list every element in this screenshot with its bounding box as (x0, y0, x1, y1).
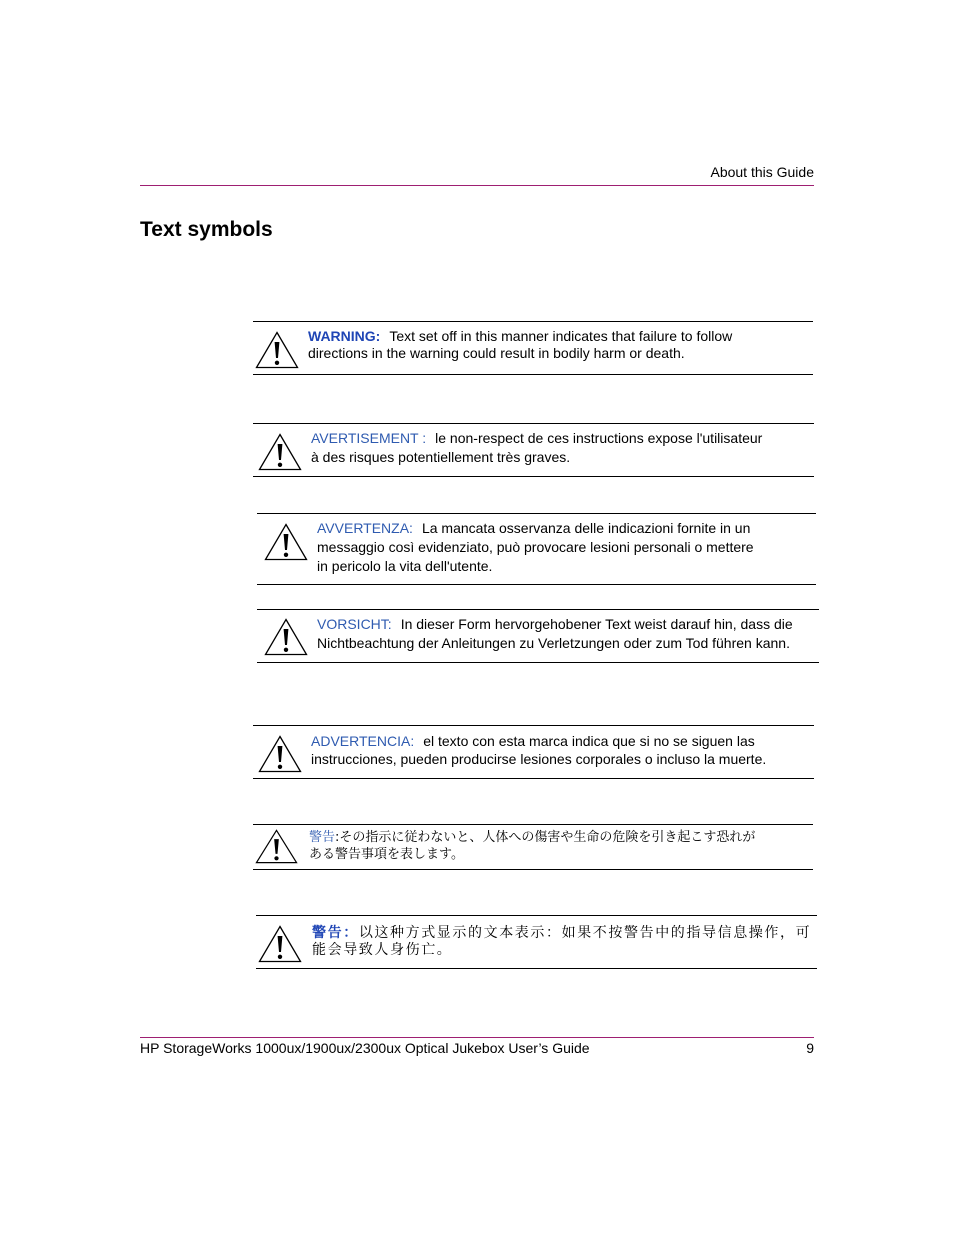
warning-text (311, 732, 766, 768)
warning-line: messaggio così evidenziato, può provocare lesioni personali o mettere (317, 539, 754, 555)
warning-label: AVERTISEMENT : (311, 430, 427, 446)
footer-document-title: HP StorageWorks 1000ux/1900ux/2300ux Optical Jukebox User’s Guide (140, 1040, 590, 1056)
warning-box-german (257, 609, 819, 663)
warning-text (317, 519, 754, 576)
warning-line: Nichtbeachtung der Anleitungen zu Verletzungen oder zum Tod führen kann. (317, 635, 790, 651)
warning-label: AVVERTENZA: (317, 520, 413, 536)
warning-triangle-icon (255, 331, 299, 369)
warning-box-italian (257, 513, 816, 585)
warning-line: 以这种方式显示的文本表示：如果不按警告中的指导信息操作，可 (358, 925, 812, 941)
warning-box-spanish (253, 725, 814, 779)
warning-line: instrucciones, pueden producirse lesiones corporales o incluso la muerte. (311, 751, 767, 767)
warning-line: in pericolo la vita dell'utente. (317, 558, 493, 574)
warning-triangle-icon (264, 618, 308, 656)
warning-box-japanese (253, 824, 813, 870)
warning-line: La mancata osservanza delle indicazioni fornite in un (421, 520, 751, 536)
warning-label: 警告 (309, 830, 336, 845)
running-header: About this Guide (710, 164, 814, 180)
warning-line: le non-respect de ces instructions expose l'utilisateur (435, 430, 763, 446)
warning-label: 警告： (312, 925, 359, 941)
header-rule (140, 185, 814, 186)
warning-line: ある警告事項を表します。 (309, 847, 464, 862)
warning-label: VORSICHT: (317, 616, 392, 632)
warning-line: Text set off in this manner indicates that failure to follow (389, 328, 733, 344)
warning-triangle-icon (258, 433, 302, 471)
warning-text (312, 925, 811, 959)
warning-triangle-icon (258, 735, 302, 773)
warning-text (317, 615, 793, 653)
warning-triangle-icon (258, 925, 302, 963)
warning-line: el texto con esta marca indica que si no se siguen las (423, 733, 755, 749)
warning-text (311, 429, 762, 467)
page-title: Text symbols (140, 218, 273, 241)
page-number: 9 (806, 1040, 814, 1056)
warning-line: In dieser Form hervorgehobener Text weist darauf hin, dass die (400, 616, 793, 632)
warning-text (308, 328, 732, 362)
warning-box-french (253, 423, 814, 477)
warning-label: ADVERTENCIA: (311, 733, 415, 749)
warning-box-chinese (256, 915, 817, 969)
warning-line: à des risques potentiellement très graves. (311, 449, 571, 465)
warning-line: 能会导致人身伤亡。 (312, 942, 453, 958)
warning-line: :その指示に従わないと、人体への傷害や生命の危険を引き起こす恐れが (335, 830, 756, 845)
warning-triangle-icon (264, 523, 308, 561)
warning-text (309, 829, 755, 863)
warning-triangle-icon (255, 829, 298, 864)
footer-rule (140, 1037, 814, 1038)
warning-line: directions in the warning could result in bodily harm or death. (308, 345, 685, 361)
warning-label: WARNING: (308, 328, 381, 344)
warning-box-english (253, 321, 813, 375)
